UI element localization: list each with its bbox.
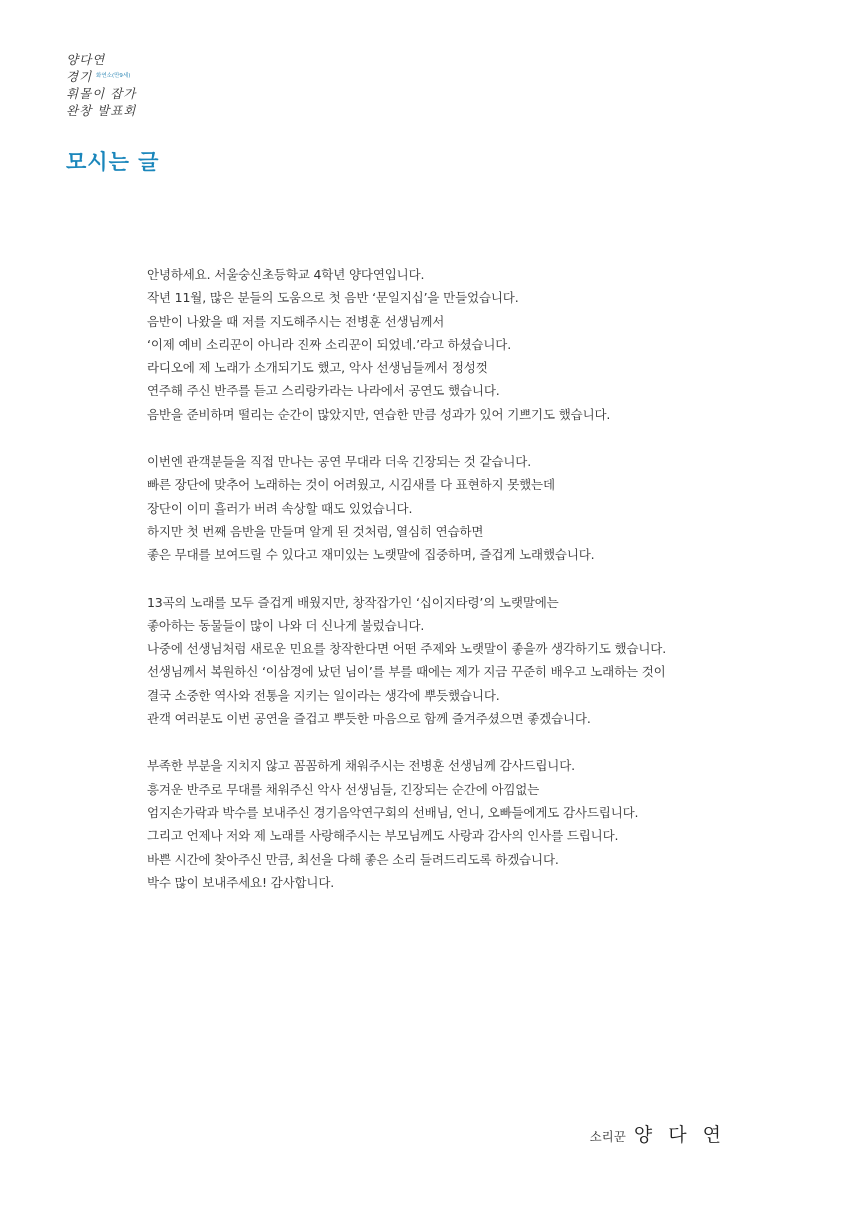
text-line: 연주해 주신 반주를 듣고 스리랑카라는 나라에서 공연도 했습니다. [147, 383, 500, 399]
text-line: 라디오에 제 노래가 소개되기도 했고, 악사 선생님들께서 정성껏 [147, 360, 488, 376]
text-line: 장단이 이미 흘러가 버려 속상할 때도 있었습니다. [147, 500, 413, 516]
text-line: 바쁜 시간에 찾아주신 만큼, 최선을 다해 좋은 소리 들려드리도록 하겠습니다. [147, 851, 559, 867]
paragraph-1 [147, 263, 747, 426]
text-line: 음반을 준비하며 떨리는 순간이 많았지만, 연습한 만큼 성과가 있어 기쁘기도 했습니다. [147, 406, 611, 422]
text-line: 이번엔 관객분들을 직접 만나는 공연 무대라 더욱 긴장되는 것 같습니다. [147, 454, 532, 470]
logo-line-4: 완창 발표회 [66, 103, 137, 118]
logo-subtitle: 화연소(만9세) [96, 73, 131, 79]
signature-role: 소리꾼 [589, 1129, 626, 1144]
signature [590, 1120, 726, 1147]
text-line: 빠른 장단에 맞추어 노래하는 것이 어려웠고, 시김새를 다 표현하지 못했는데 [147, 477, 555, 493]
logo-line-1: 양다연 [66, 52, 106, 67]
text-line: 안녕하세요. 서울숭신초등학교 4학년 양다연입니다. [147, 267, 425, 282]
text-line: 하지만 첫 번째 음반을 만들며 알게 된 것처럼, 열심히 연습하면 [147, 523, 484, 539]
text-line: 부족한 부분을 지치지 않고 꼼꼼하게 채워주시는 전병훈 선생님께 감사드립니다. [147, 758, 575, 774]
text-line: 박수 많이 보내주세요! 감사합니다. [147, 874, 335, 890]
event-logo [66, 50, 186, 125]
text-line: 선생님께서 복원하신 ‘이삼경에 났던 님이’를 부를 때에는 제가 지금 꾸준히 배우고 노래하는 것이 [147, 664, 666, 680]
text-line: 흥겨운 반주로 무대를 채워주신 악사 선생님들, 긴장되는 순간에 아낌없는 [147, 781, 540, 797]
text-line: 13곡의 노래를 모두 즐겁게 배웠지만, 창작잡가인 ‘십이지타령’의 노랫말에는 [147, 594, 559, 610]
text-line: 나중에 선생님처럼 새로운 민요를 창작한다면 어떤 주제와 노랫말이 좋을까 생각하기도 했습니다. [147, 641, 667, 657]
logo-line-2: 경기 [66, 69, 93, 84]
text-line: 작년 11월, 많은 분들의 도움으로 첫 음반 ‘문일지십’을 만들었습니다. [147, 290, 519, 306]
text-line: 엄지손가락과 박수를 보내주신 경기음악연구회의 선배님, 언니, 오빠들에게도 감사드립니다. [147, 804, 639, 820]
text-line: 좋은 무대를 보여드릴 수 있다고 재미있는 노랫말에 집중하며, 즐겁게 노래했습니다. [147, 547, 595, 563]
text-line: 좋아하는 동물들이 많이 나와 더 신나게 불렀습니다. [147, 617, 425, 633]
letter-body [147, 263, 747, 918]
logo-line-3: 휘몰이 잡가 [66, 86, 137, 101]
text-line: 관객 여러분도 이번 공연을 즐겁고 뿌듯한 마음으로 함께 즐겨주셨으면 좋겠습니다. [147, 711, 591, 727]
text-line: 음반이 나왔을 때 저를 지도해주시는 전병훈 선생님께서 [147, 313, 445, 329]
paragraph-2 [147, 450, 747, 566]
signature-name: 양 다 연 [633, 1124, 726, 1146]
paragraph-3 [147, 591, 747, 731]
page-title: 모시는 글 [66, 150, 160, 174]
paragraph-4 [147, 754, 747, 894]
text-line: ‘이제 예비 소리꾼이 아니라 진짜 소리꾼이 되었네.’라고 하셨습니다. [147, 336, 512, 352]
text-line: 결국 소중한 역사와 전통을 지키는 일이라는 생각에 뿌듯했습니다. [147, 687, 500, 703]
text-line: 그리고 언제나 저와 제 노래를 사랑해주시는 부모님께도 사랑과 감사의 인사를 드립니다. [147, 828, 619, 844]
